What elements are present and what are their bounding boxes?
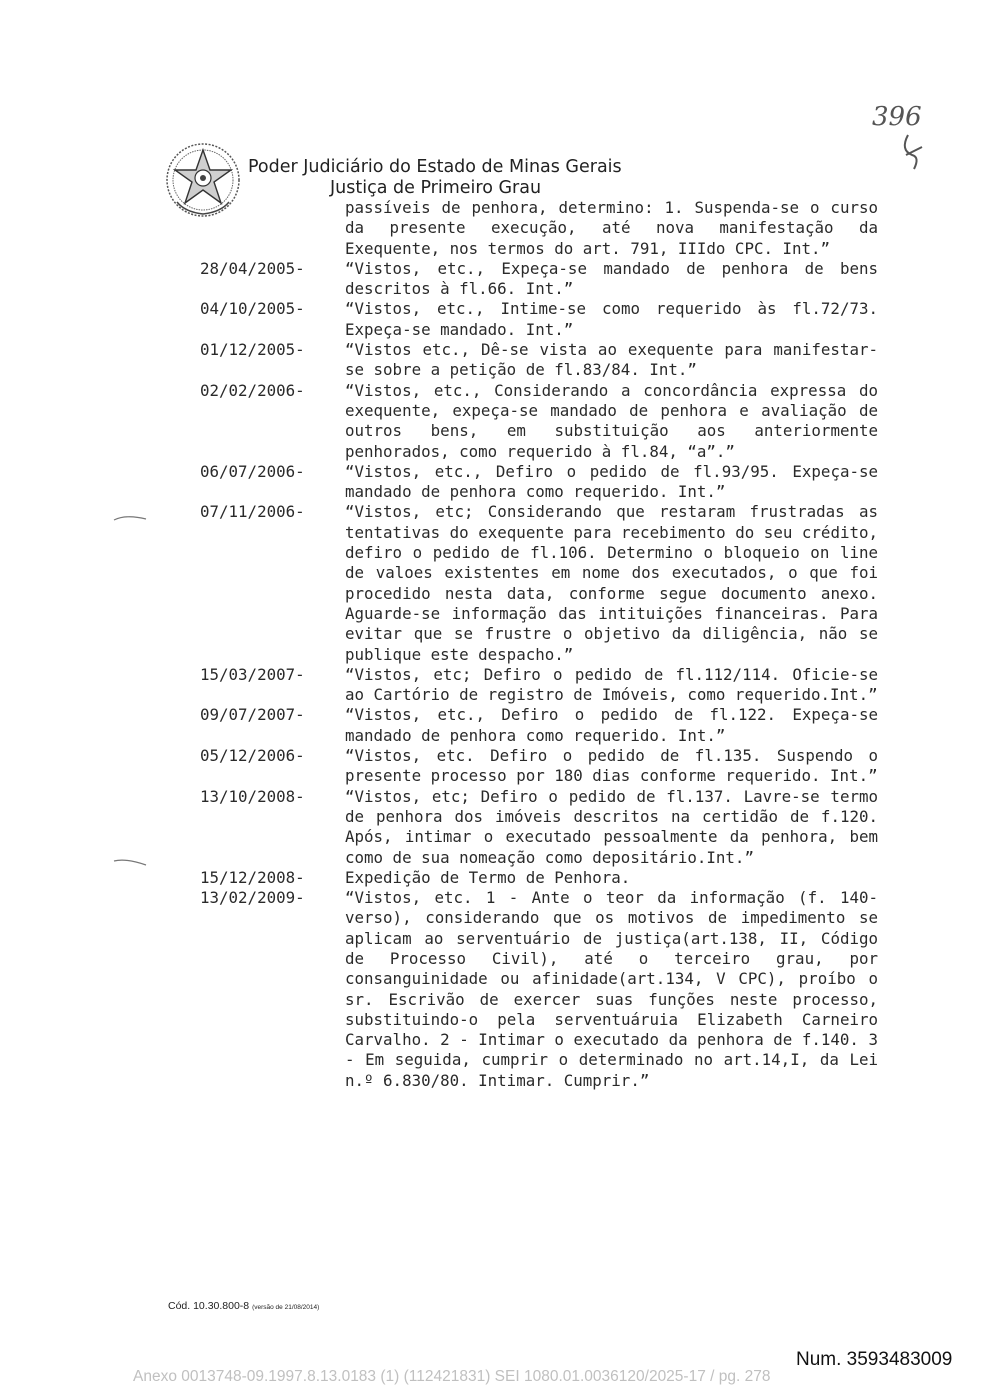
docket-entry [200, 259, 890, 300]
docket-entry [200, 299, 890, 340]
handwritten-page-number [870, 95, 950, 175]
court-subtitle: Justiça de Primeiro Grau [330, 178, 542, 198]
annex-footer: Anexo 0013748-09.1997.8.13.0183 (1) (112421831) SEI 1080.01.0036120/2025-17 / pg. 278 [133, 1368, 771, 1385]
entry-text: “Vistos, etc; Defiro o pedido de fl.137. Lavre-se termo de penhora dos imóveis descritos na certidão de f.120. Após, intimar o executado pessoalmente da penhora, bem como de sua nomeação como depositário.Int.” [345, 786, 878, 867]
docket-entry [200, 787, 890, 868]
entry-text: “Vistos, etc; Considerando que restaram frustradas as tentativas do exequente para recebimento do seu crédito, defiro o pedido de fl.106. Determino o bloqueio on line de valoes existentes em nome dos executados, o que foi procedido nesta data, conforme segue documento anexo. Aguarde-se informação das intituições financeiras. Para evitar que se frustre o objetivo da diligência, não se publique este despacho.” [345, 502, 878, 664]
entry-date: 02/02/2006- [200, 380, 305, 400]
form-code-version: (versão de 21/08/2014) [252, 1304, 320, 1311]
entry-text: “Vistos, etc., Defiro o pedido de fl.122. Expeça-se mandado de penhora como requerido. Int.” [345, 705, 878, 745]
scan-mark [112, 855, 148, 869]
entry-text: “Vistos, etc., Expeça-se mandado de penhora de bens descritos à fl.66. Int.” [345, 258, 878, 299]
docket-entry [200, 340, 890, 381]
docket-entry [200, 381, 890, 462]
entry-text: “Vistos, etc., Considerando a concordância expressa do exequente, expeça-se mandado de penhora e avaliação de outros bens, em substituição aos anteriormente penhorados, como requerido à fl.84, “a”.” [345, 380, 878, 461]
entry-text: “Vistos, etc. Defiro o pedido de fl.135. Suspendo o presente processo por 180 dias conforme requerido. Int.” [345, 746, 878, 786]
entry-date: 01/12/2005- [200, 340, 305, 360]
entry-text: “Vistos etc., Dê-se vista ao exequente para manifestar-se sobre a petição de fl.83/84. Int.” [345, 340, 878, 380]
entry-date: 13/02/2009- [200, 888, 305, 908]
entry-text: Expedição de Termo de Penhora. [345, 867, 631, 887]
docket-entries [200, 198, 890, 1091]
entry-text: “Vistos, etc. 1 - Ante o teor da informação (f. 140-verso), considerando que os motivos de impedimento se aplicam ao serventuário de justiça(art.138, II, Código de Processo Civil), até o terceiro grau, por consanguinidade ou afinidade(art.134, V CPC), proíbo o sr. Escrivão de exercer suas funções neste processo, substituindo-o pela serventuáruia Elizabeth Carneiro Carvalho. 2 - Intimar o executado da penhora de f.140. 3 - Em seguida, cumprir o determinado no art.14,I, da Lei n.º 6.830/80. Intimar. Cumprir.” [345, 888, 878, 1090]
docket-entry [200, 462, 890, 503]
entry-date: 15/12/2008- [200, 867, 305, 887]
docket-entry [200, 502, 890, 664]
entry-date: 05/12/2006- [200, 746, 305, 766]
entry-date: 15/03/2007- [200, 664, 305, 684]
handwritten-number-text: 396 [872, 102, 922, 132]
entry-text: “Vistos, etc; Defiro o pedido de fl.112/114. Oficie-se ao Cartório de registro de Imóveis, como requerido.Int.” [345, 664, 878, 705]
entry-date: 13/10/2008- [200, 786, 305, 806]
form-code [168, 1300, 319, 1312]
docket-entry [200, 888, 890, 1091]
document-number: Num. 3593483009 [796, 1349, 953, 1370]
scan-mark [112, 512, 148, 524]
entry-date: 28/04/2005- [200, 258, 305, 278]
entry-date: 06/07/2006- [200, 461, 305, 481]
form-code-number: Cód. 10.30.800-8 [168, 1300, 250, 1312]
entry-date: 07/11/2006- [200, 502, 305, 522]
entry-text: passíveis de penhora, determino: 1. Suspenda-se o curso da presente execução, até nova manifestação da Exequente, nos termos do art. 791, IIIdo CPC. Int.” [345, 198, 878, 258]
docket-entry [200, 705, 890, 746]
docket-entry [200, 665, 890, 706]
docket-entry [200, 198, 890, 259]
court-title: Poder Judiciário do Estado de Minas Gerais [248, 157, 622, 177]
entry-date: 09/07/2007- [200, 705, 305, 725]
docket-entry [200, 868, 890, 888]
entry-date: 04/10/2005- [200, 299, 305, 319]
entry-text: “Vistos, etc., Intime-se como requerido às fl.72/73. Expeça-se mandado. Int.” [345, 299, 878, 339]
docket-entry [200, 746, 890, 787]
entry-text: “Vistos, etc., Defiro o pedido de fl.93/95. Expeça-se mandado de penhora como requerido. Int.” [345, 461, 878, 502]
